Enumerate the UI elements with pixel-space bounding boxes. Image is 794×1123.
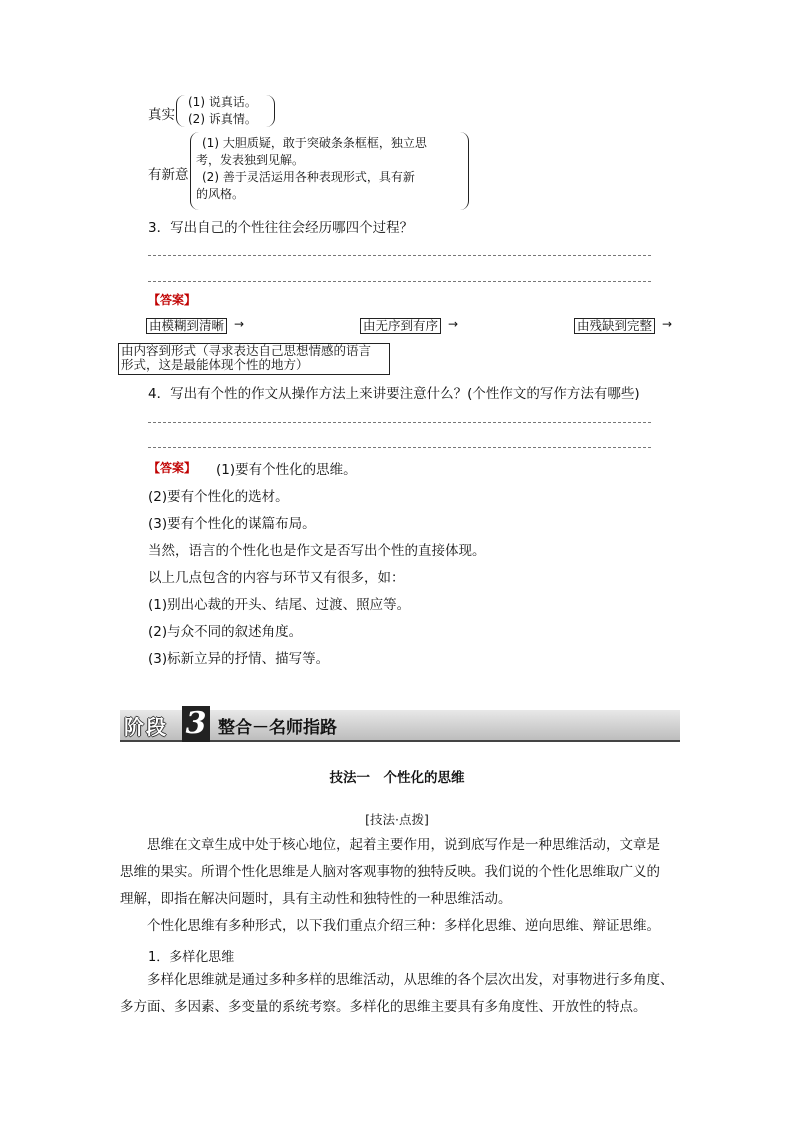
novelty-item-2-line-1: (2) 善于灵活运用各种表现形式，具有新	[202, 170, 415, 184]
answer-tag: 【答案】	[148, 293, 197, 307]
novelty-label: 有新意	[148, 167, 189, 183]
paragraph-3-line-2: 多方面、多因素、多变量的系统考察。多样化的思维主要具有多角度性、开放性的特点。	[120, 999, 647, 1015]
novelty-item-2-line-2: 的风格。	[196, 187, 245, 201]
item-1-title: 1．多样化思维	[148, 950, 235, 965]
novelty-brace-right	[460, 132, 469, 210]
paragraph-3	[120, 967, 680, 1021]
arrow-icon: →	[448, 317, 459, 331]
stage-number: 3	[182, 706, 210, 742]
stage-box-final	[118, 343, 390, 375]
truth-item-1: (1) 说真话。	[188, 95, 257, 109]
truth-item-2: (2) 诉真情。	[188, 112, 257, 126]
question-3: 3．写出自己的个性往往会经历哪四个过程？	[148, 220, 414, 236]
answer-line	[148, 255, 651, 256]
answer-line-6: (1)别出心裁的开头、结尾、过渡、照应等。	[148, 597, 411, 613]
stage-banner	[120, 706, 680, 742]
answer-line-8: (3)标新立异的抒情、描写等。	[148, 651, 330, 667]
stage-final-line-2: 形式，这是最能体现个性的地方）	[121, 357, 309, 372]
novelty-item-1-line-2: 考，发表独到见解。	[196, 153, 305, 167]
paragraph-1	[120, 832, 680, 913]
paragraph-1-line-1: 思维在文章生成中处于核心地位，起着主要作用，说到底写作是一种思维活动，文章是	[147, 837, 660, 853]
answer-line	[148, 281, 651, 282]
arrow-icon: →	[662, 317, 673, 331]
stage-box-1: 由模糊到清晰	[146, 318, 227, 334]
answer-line-4: 当然，语言的个性化也是作文是否写出个性的直接体现。	[148, 543, 486, 559]
stage-word: 阶段	[124, 715, 168, 739]
novelty-item-1-line-1: (1) 大胆质疑，敢于突破条条框框，独立思	[202, 136, 427, 150]
arrow-icon: →	[234, 317, 245, 331]
truth-brace-left	[176, 95, 185, 127]
section-subheading: [技法·点拨]	[365, 812, 429, 827]
answer-line	[148, 422, 651, 423]
answer-line-3: (3)要有个性化的谋篇布局。	[148, 516, 316, 532]
stage-box-2: 由无序到有序	[360, 318, 441, 334]
paragraph-3-line-1: 多样化思维就是通过多种多样的思维活动，从思维的各个层次出发，对事物进行多角度、	[147, 972, 674, 988]
answer-line-1: (1)要有个性化的思维。	[216, 462, 357, 478]
answer-line-2: (2)要有个性化的选材。	[148, 489, 289, 505]
question-4: 4．写出有个性的作文从操作方法上来讲要注意什么？(个性作文的写作方法有哪些)	[148, 386, 640, 402]
answer-line-5: 以上几点包含的内容与环节又有很多，如：	[148, 570, 405, 586]
answer-line-7: (2)与众不同的叙述角度。	[148, 624, 303, 640]
section-heading: 技法一 个性化的思维	[329, 770, 465, 786]
answer-tag: 【答案】	[148, 461, 197, 475]
paragraph-2: 个性化思维有多种形式，以下我们重点介绍三种：多样化思维、逆向思维、辩证思维。	[147, 918, 660, 934]
stage-box-3: 由残缺到完整	[574, 318, 655, 334]
stage-final-line-1: 由内容到形式（寻求表达自己思想情感的语言	[121, 343, 372, 358]
truth-brace-right	[266, 95, 275, 127]
paragraph-1-line-2: 思维的果实。所谓个性化思维是人脑对客观事物的独特反映。我们说的个性化思维取广义的	[120, 864, 660, 880]
paragraph-1-line-3: 理解，即指在解决问题时，具有主动性和独特性的一种思维活动。	[120, 891, 512, 907]
answer-line	[148, 447, 651, 448]
stage-title: 整合－名师指路	[218, 718, 337, 738]
truth-label: 真实	[148, 107, 175, 123]
